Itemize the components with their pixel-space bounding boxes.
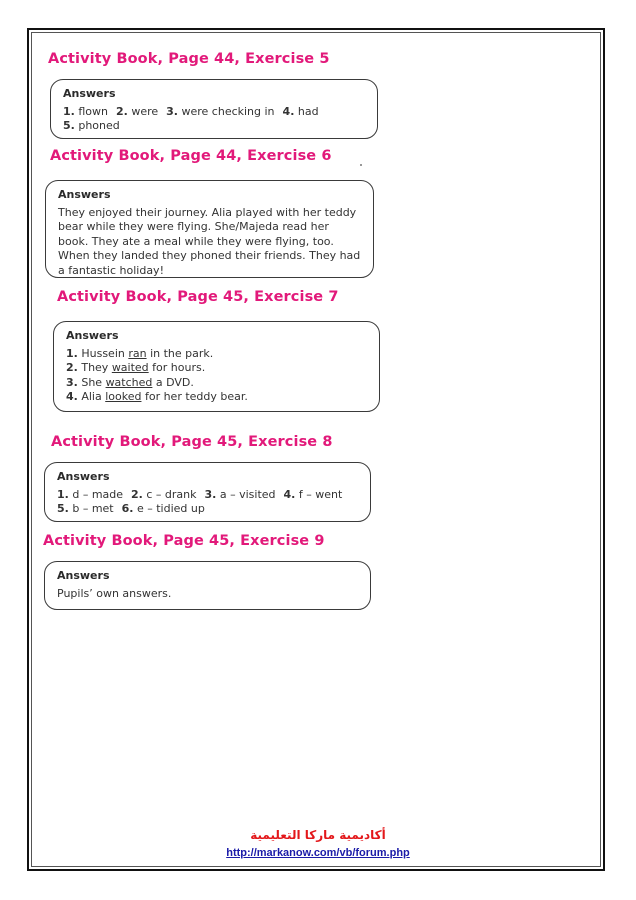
answer-lines [57,488,359,517]
answer-item [66,376,194,389]
exercise-title: Activity Book, Page 45, Exercise 8 [51,434,333,450]
answer-text: phoned [78,119,120,132]
exercise-title: Activity Book, Page 45, Exercise 9 [43,533,325,549]
exercise-title: Activity Book, Page 44, Exercise 5 [48,51,330,67]
answer-number: 2. [131,487,143,501]
answer-item [122,502,205,515]
answer-text: flown [78,104,108,118]
answer-text: a DVD. [152,375,194,389]
answer-text: b – met [72,502,114,515]
answer-line [66,390,368,405]
answers-label: Answers [66,329,119,342]
answer-text: She [81,375,106,389]
answer-item [116,105,158,118]
answer-number: 1. [63,104,75,118]
answer-box [44,462,371,522]
answer-item [57,488,123,501]
answer-text: Alia [81,390,106,403]
answer-number: 3. [166,104,178,118]
footer-academy-name: أكاديمية ماركا التعليمية [250,828,386,842]
answer-verb-underlined: ran [128,346,147,360]
answer-text: f – went [298,487,343,501]
answers-label: Answers [58,188,111,201]
answer-text: Hussein [81,346,129,360]
answer-text: They [81,361,112,374]
answer-lines [63,105,366,134]
answer-text: d – made [72,487,124,501]
answer-text: c – drank [146,487,197,501]
answer-text: were [131,104,159,118]
stray-mark [360,164,362,166]
answer-verb-underlined: waited [111,361,149,374]
answer-number: 6. [121,502,134,515]
answer-item [63,105,108,118]
answer-verb-underlined: looked [105,390,142,403]
answer-item [283,105,319,118]
answer-verb-underlined: watched [105,375,153,389]
exercise-title: Activity Book, Page 45, Exercise 7 [57,289,339,305]
answer-line [57,488,359,503]
answer-number: 3. [204,487,217,501]
answer-item [66,390,248,403]
answer-box [50,79,378,139]
answer-text: had [297,104,319,118]
answer-number: 4. [282,104,295,118]
answer-item [57,502,114,515]
answer-text: for her teddy bear. [141,390,248,403]
answer-line [66,361,368,376]
answer-text: were checking in [181,104,275,118]
answer-item [66,347,213,360]
answer-item [131,488,196,501]
answer-item [166,105,274,118]
answer-number: 4. [66,390,78,403]
answer-text: e – tidied up [136,502,205,515]
answer-line [66,347,368,362]
answer-number: 2. [66,361,78,374]
answer-number: 1. [57,487,69,501]
answer-item [284,488,343,501]
answer-number: 5. [63,119,75,132]
answer-text: for hours. [148,361,206,374]
answer-text: in the park. [146,346,214,360]
answer-line [63,105,366,120]
footer-forum-link[interactable]: http://markanow.com/vb/forum.php [226,847,410,859]
answer-number: 2. [115,104,128,118]
answers-label: Answers [57,569,110,582]
answer-paragraph: Pupils’ own answers. [57,586,172,600]
answer-box [44,561,371,610]
answers-label: Answers [57,470,110,483]
answer-number: 5. [57,502,69,515]
answers-label: Answers [63,87,116,100]
answer-box [53,321,380,412]
answer-number: 4. [283,487,296,501]
answer-text: a – visited [219,487,276,501]
answer-number: 1. [66,346,78,360]
answer-line [57,502,359,517]
answer-line [63,119,366,134]
answer-lines [66,347,368,405]
answer-paragraph: They enjoyed their journey. Alia played with her teddy bear while they were flying. She/Majeda read her book. They ate a meal while they were flying, too. When they landed they phoned their friends. They had a fantastic holiday! [58,205,361,277]
answer-number: 3. [66,375,78,389]
answer-item [66,361,205,374]
answer-box [45,180,374,278]
answer-item [205,488,276,501]
answer-item [63,119,120,132]
answer-line [66,376,368,391]
exercise-title: Activity Book, Page 44, Exercise 6 [50,148,332,164]
